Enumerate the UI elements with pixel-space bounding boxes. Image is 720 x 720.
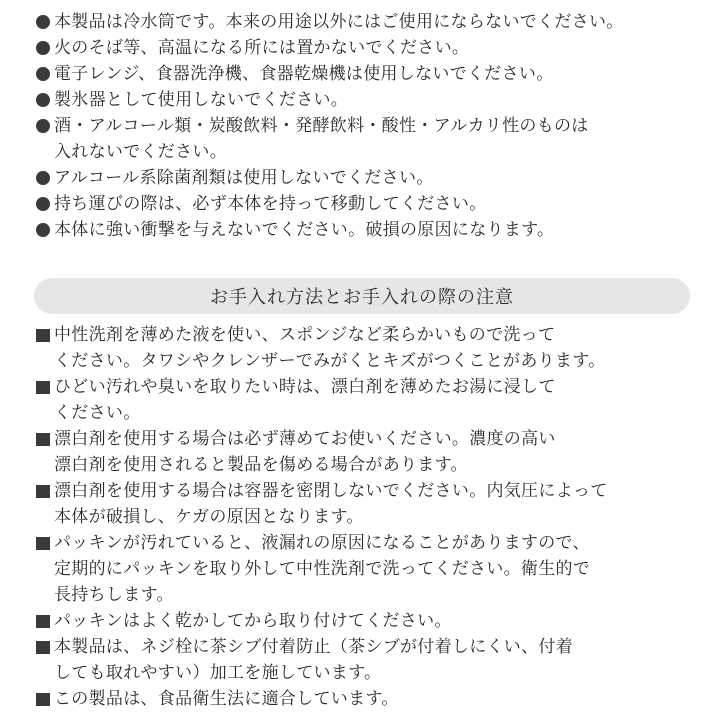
- care-item: [34, 686, 694, 712]
- caution-item-text: 火のそば等、高温になる所には置かないでください。: [54, 38, 470, 58]
- caution-item: [34, 217, 694, 243]
- square-bullet-icon: [34, 686, 54, 712]
- care-item: [34, 530, 694, 608]
- care-item-text: 漂白剤を使用する場合は容器を密閉しないでください。内気圧によって 本体が破損し、ケガの原因となります。: [54, 481, 608, 527]
- square-bullet-icon: [34, 322, 54, 348]
- caution-item-text: 本体に強い衝撃を与えないでください。破損の原因になります。: [54, 220, 555, 240]
- care-item-text: ひどい汚れや臭いを取りたい時は、漂白剤を薄めたお湯に浸して ください。: [54, 377, 556, 423]
- care-list: [34, 322, 694, 712]
- care-item-text: パッキンはよく乾かしてから取り付けてください。: [54, 611, 452, 631]
- square-bullet-icon: [34, 530, 54, 556]
- caution-item-text: アルコール系除菌剤類は使用しないでください。: [54, 168, 434, 188]
- care-item-text: 本製品は、ネジ栓に茶シブ付着防止（茶シブが付着しにくい、付着 しても取れやすい）加工を施しています。: [54, 637, 573, 683]
- care-item-text: パッキンが汚れていると、液漏れの原因になることがありますので、 定期的にパッキンを取り外して中性洗剤で洗ってください。衛生的で 長持ちします。: [54, 533, 591, 605]
- caution-item-text: 持ち運びの際は、必ず本体を持って移動してください。: [54, 194, 487, 214]
- square-bullet-icon: [34, 374, 54, 400]
- caution-item: [34, 165, 694, 191]
- care-item: [34, 608, 694, 634]
- caution-item: [34, 61, 694, 87]
- care-item-text: 中性洗剤を薄めた液を使い、スポンジなど柔らかいもので洗って ください。タワシやクレンザーでみがくとキズがつくことがあります。: [54, 325, 606, 371]
- caution-item: [34, 113, 694, 165]
- caution-item-text: 電子レンジ、食器洗浄機、食器乾燥機は使用しないでください。: [54, 64, 554, 84]
- square-bullet-icon: [34, 478, 54, 504]
- circle-bullet-icon: [34, 87, 54, 113]
- care-item-text: 漂白剤を使用する場合は必ず薄めてお使いください。濃度の高い 漂白剤を使用されると製品を傷める場合があります。: [54, 429, 556, 475]
- care-item: [34, 634, 694, 686]
- square-bullet-icon: [34, 608, 54, 634]
- caution-item-text: 本製品は冷水筒です。本来の用途以外にはご使用にならないでください。: [54, 12, 624, 32]
- caution-item: [34, 191, 694, 217]
- circle-bullet-icon: [34, 217, 54, 243]
- square-bullet-icon: [34, 634, 54, 660]
- care-item: [34, 478, 694, 530]
- care-item: [34, 426, 694, 478]
- circle-bullet-icon: [34, 113, 54, 139]
- caution-item-text: 製氷器として使用しないでください。: [54, 90, 349, 110]
- caution-item: [34, 9, 694, 35]
- circle-bullet-icon: [34, 9, 54, 35]
- square-bullet-icon: [34, 426, 54, 452]
- circle-bullet-icon: [34, 61, 54, 87]
- care-section-banner: [34, 278, 690, 314]
- caution-item-text: 酒・アルコール類・炭酸飲料・発酵飲料・酸性・アルカリ性のものは 入れないでください。: [54, 116, 589, 162]
- care-item-text: この製品は、食品衛生法に適合しています。: [54, 689, 399, 709]
- section-title: お手入れ方法とお手入れの際の注意: [210, 287, 514, 308]
- circle-bullet-icon: [34, 165, 54, 191]
- circle-bullet-icon: [34, 35, 54, 61]
- care-item: [34, 374, 694, 426]
- caution-list: [34, 9, 694, 243]
- care-item: [34, 322, 694, 374]
- caution-item: [34, 87, 694, 113]
- caution-item: [34, 35, 694, 61]
- circle-bullet-icon: [34, 191, 54, 217]
